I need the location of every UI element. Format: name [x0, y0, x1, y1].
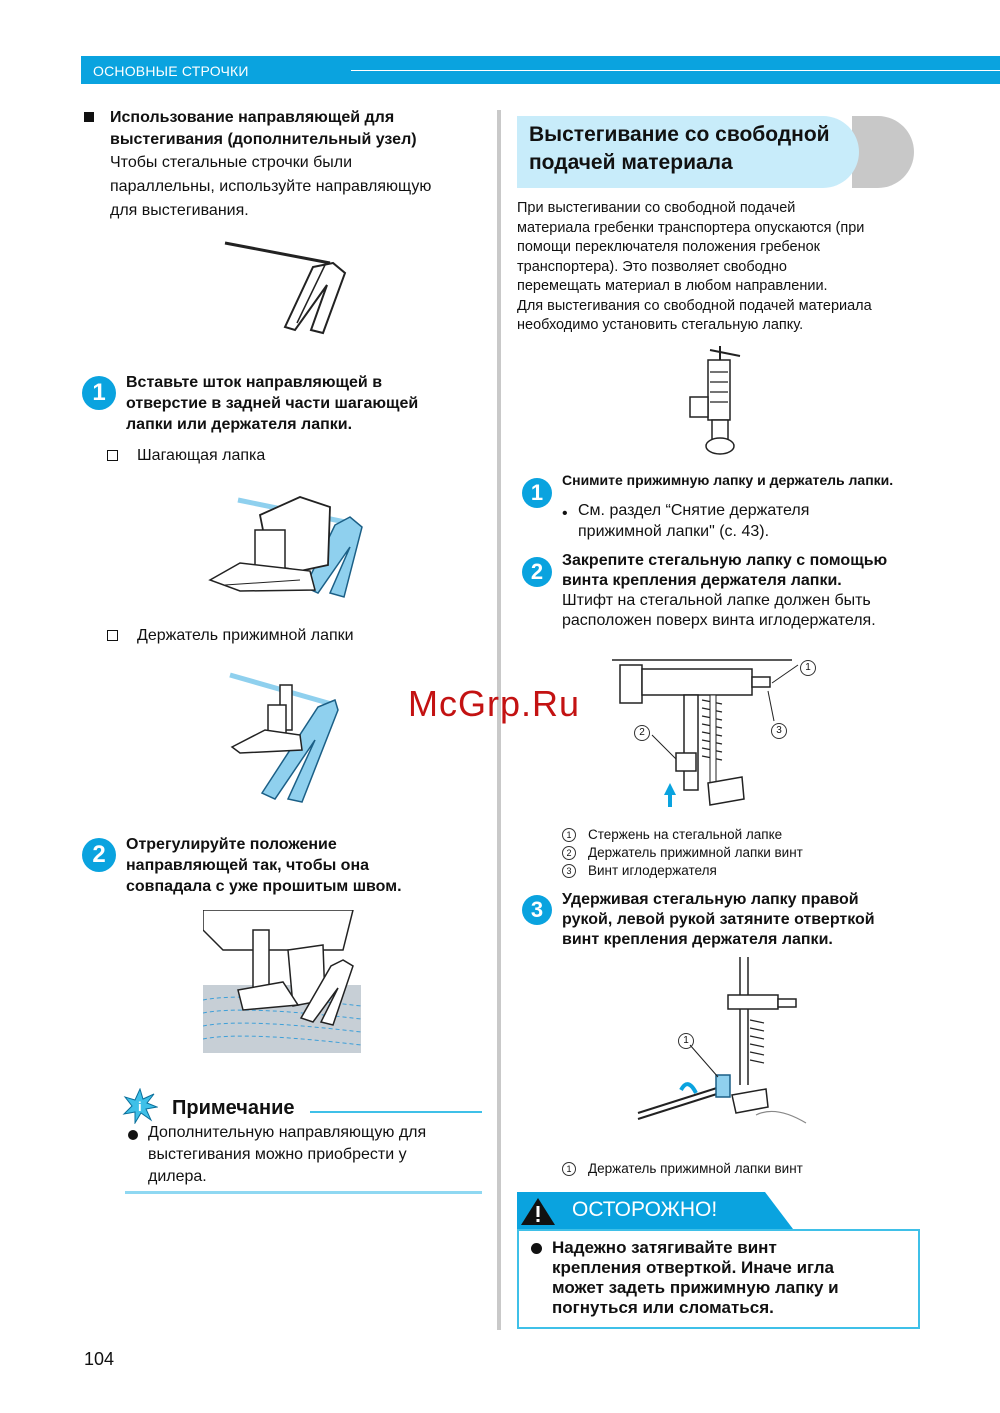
option-checkbox-icon — [107, 450, 118, 461]
caption-number: 2 — [562, 846, 576, 860]
option-checkbox-icon — [107, 630, 118, 641]
bullet-dot-icon: • — [562, 505, 568, 522]
caption-line — [562, 844, 803, 862]
note-bottom-rule — [125, 1191, 482, 1194]
right-step3-line: винт крепления держателя лапки. — [562, 931, 833, 948]
right-step2-line: расположен поверх винта иглодержателя. — [562, 612, 876, 629]
step-text-line: направляющей так, чтобы она — [126, 857, 370, 874]
callout-number: 1 — [678, 1033, 694, 1049]
option-presser-foot-holder: Держатель прижимной лапки — [137, 627, 354, 644]
caution-text-line: может задеть прижимную лапку и — [552, 1278, 839, 1297]
right-step1-sub — [578, 500, 809, 542]
caution-text-line: Надежно затягивайте винт — [552, 1238, 777, 1257]
step-text-line: лапки или держателя лапки. — [126, 416, 353, 433]
left-heading-line: выстегивания (дополнительный узел) — [110, 131, 417, 148]
step-text-line: Отрегулируйте положение — [126, 836, 337, 853]
right-step2-bold-line: Закрепите стегальную лапку с помощью — [562, 552, 888, 569]
presser-foot-holder-illustration — [220, 665, 350, 805]
caption-text: Винт иглодержателя — [588, 863, 717, 878]
right-intro-line: Для выстегивания со свободной подачей материала — [517, 297, 872, 314]
right-intro-line: необходимо установить стегальную лапку. — [517, 317, 804, 333]
svg-text:i: i — [138, 1099, 142, 1114]
caption-line — [562, 1160, 803, 1178]
right-intro-line: перемещать материал в любом направлении. — [517, 278, 828, 294]
step-1-number-icon: 1 — [522, 478, 552, 508]
step-3-number-icon: 3 — [522, 895, 552, 925]
fig3-caption — [562, 1160, 803, 1178]
right-intro — [517, 199, 872, 336]
section-title-line: подачей материала — [529, 151, 733, 174]
note-text — [148, 1122, 426, 1188]
caution-title: ОСТОРОЖНО! — [572, 1198, 718, 1221]
caption-text: Стержень на стегальной лапке — [588, 827, 783, 842]
header-rule — [351, 70, 1000, 71]
note-text-line: дилера. — [148, 1168, 207, 1185]
right-step1-sub-line: См. раздел “Снятие держателя — [578, 502, 810, 519]
step-2-number-icon: 2 — [82, 838, 116, 872]
note-title: Примечание — [172, 1097, 295, 1119]
right-step1-text: Снимите прижимную лапку и держатель лапки. — [562, 472, 894, 488]
caution-text-line: погнуться или сломаться. — [552, 1298, 774, 1317]
right-intro-line: При выстегивании со свободной подачей — [517, 200, 796, 216]
note-bullet-icon — [128, 1130, 138, 1140]
caption-line — [562, 862, 803, 880]
left-intro-line: параллельны, используйте направляющую — [110, 178, 432, 195]
walking-foot-illustration — [200, 485, 370, 605]
left-intro — [110, 151, 431, 223]
right-intro-line: транспортера). Это позволяет свободно — [517, 258, 787, 275]
step-text-line: отверстие в задней части шагающей — [126, 395, 419, 412]
callout-number: 3 — [771, 723, 787, 739]
right-step1-sub-line: прижимной лапки" (с. 43). — [578, 523, 770, 540]
left-step1-text — [126, 372, 418, 435]
caption-number: 1 — [562, 1162, 576, 1176]
square-bullet-icon — [84, 112, 94, 122]
section-title: ОСНОВНЫЕ СТРОЧКИ — [93, 63, 249, 79]
option-walking-foot: Шагающая лапка — [137, 447, 266, 464]
right-intro-line: помощи переключателя положения гребенок — [517, 239, 821, 255]
fig2-captions — [562, 826, 803, 880]
step-1-number-icon: 1 — [82, 376, 116, 410]
right-intro-line: материала гребенки транспортера опускаются (при — [517, 219, 865, 236]
right-step2-bold-line: винта крепления держателя лапки. — [562, 572, 842, 589]
step-2-number-icon: 2 — [522, 557, 552, 587]
callout-number: 1 — [800, 660, 816, 676]
caption-number: 3 — [562, 864, 576, 878]
section-header-bar — [81, 56, 1000, 84]
callout-number: 2 — [634, 725, 650, 741]
section-title — [529, 121, 830, 177]
section-title-box — [517, 116, 859, 188]
screwdriver-tightening-illustration — [636, 955, 816, 1125]
left-heading-line: Использование направляющей для — [110, 109, 395, 126]
right-step3-text — [562, 890, 875, 950]
note-title-rule — [310, 1111, 482, 1113]
note-text-line: выстегивания можно приобрести у — [148, 1146, 407, 1163]
caption-number: 1 — [562, 828, 576, 842]
note-star-icon — [122, 1088, 158, 1124]
step-text-line: Вставьте шток направляющей в — [126, 374, 383, 391]
step-text-line: совпадала с уже прошитым швом. — [126, 878, 402, 895]
right-step3-line: Удерживая стегальную лапку правой — [562, 891, 859, 908]
caption-line — [562, 826, 803, 844]
section-title-line: Выстегивание со свободной — [529, 123, 830, 146]
note-text-line: Дополнительную направляющую для — [148, 1124, 427, 1141]
title-tab-shadow — [852, 116, 914, 188]
left-step2-text — [126, 834, 402, 897]
quilting-foot-illustration — [680, 342, 760, 460]
quilting-guide-illustration — [215, 235, 355, 345]
left-heading — [110, 107, 417, 151]
right-step2-line: Штифт на стегальной лапке должен быть — [562, 592, 871, 609]
left-intro-line: Чтобы стегальные строчки были — [110, 154, 353, 171]
caution-text — [552, 1238, 839, 1318]
watermark: McGrp.Ru — [408, 683, 581, 724]
caution-text-line: крепления отверткой. Иначе игла — [552, 1258, 834, 1277]
guide-on-fabric-illustration — [203, 910, 363, 1055]
caption-text: Держатель прижимной лапки винт — [588, 845, 803, 860]
right-step3-line: рукой, левой рукой затяните отверткой — [562, 911, 875, 928]
right-step2-text — [562, 551, 887, 631]
caution-bullet-icon — [531, 1243, 542, 1254]
left-intro-line: для выстегивания. — [110, 202, 249, 219]
page-number: 104 — [84, 1349, 115, 1369]
caption-text: Держатель прижимной лапки винт — [588, 1161, 803, 1176]
